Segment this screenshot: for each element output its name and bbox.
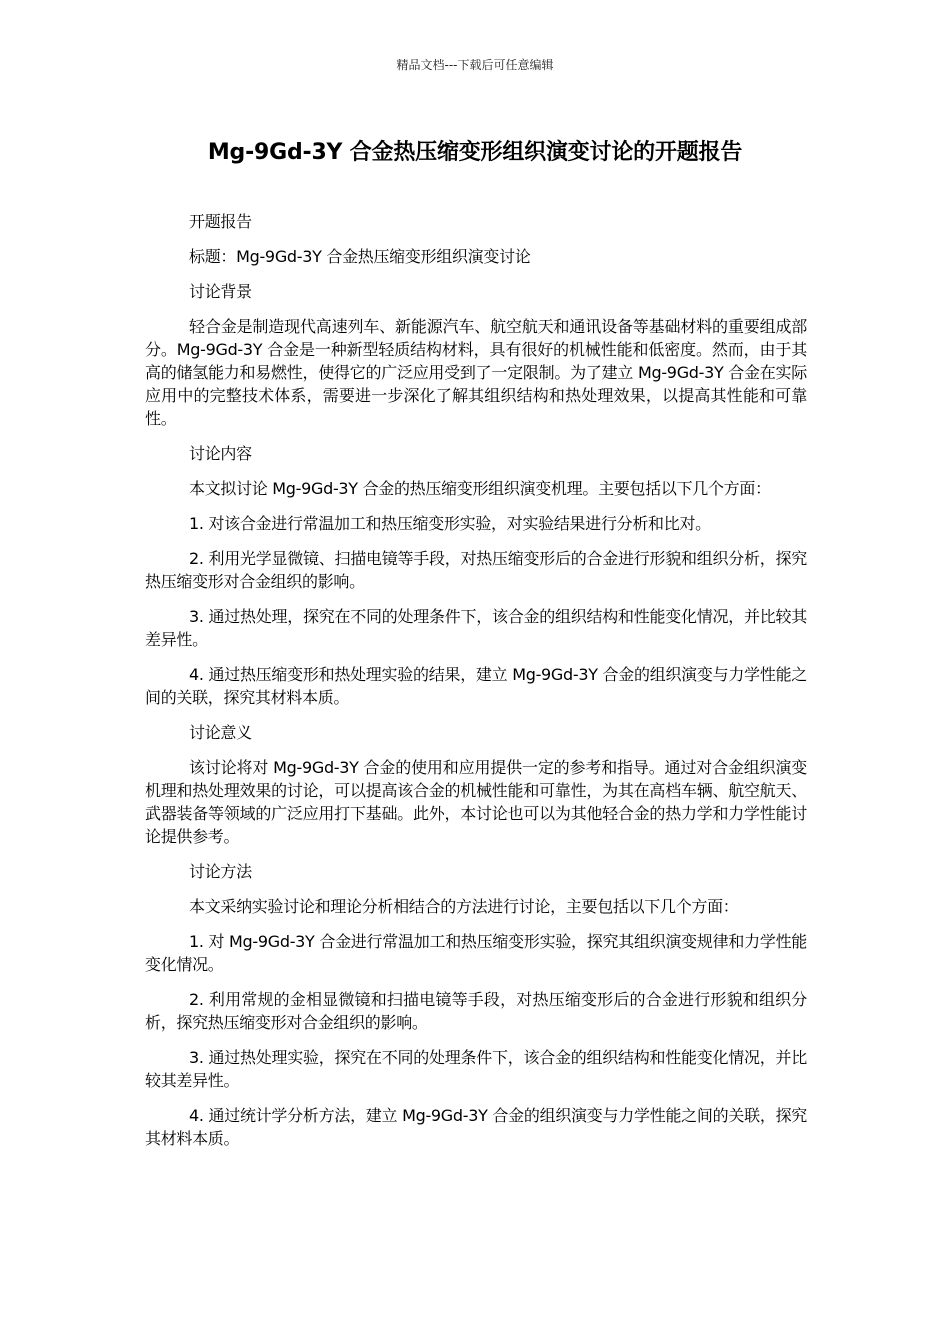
paragraph-proposal-label: 开题报告 xyxy=(189,212,252,231)
method-item-3: 3. 通过热处理实验，探究在不同的处理条件下，该合金的组织结构和性能变化情况，并比较其差异性。 xyxy=(145,1048,807,1090)
document-title: Mg-9Gd-3Y 合金热压缩变形组织演变讨论的开题报告 xyxy=(207,140,743,165)
heading-background: 讨论背景 xyxy=(189,282,252,301)
paragraph-content-intro: 本文拟讨论 Mg-9Gd-3Y 合金的热压缩变形组织演变机理。主要包括以下几个方面： xyxy=(189,479,771,498)
content-item-3: 3. 通过热处理，探究在不同的处理条件下，该合金的组织结构和性能变化情况，并比较其差异性。 xyxy=(145,607,807,649)
heading-significance: 讨论意义 xyxy=(189,723,252,742)
method-item-4: 4. 通过统计学分析方法，建立 Mg-9Gd-3Y 合金的组织演变与力学性能之间的关联，探究其材料本质。 xyxy=(145,1106,807,1148)
paragraph-background: 轻合金是制造现代高速列车、新能源汽车、航空航天和通讯设备等基础材料的重要组成部分。Mg-9Gd-3Y 合金是一种新型轻质结构材料，具有很好的机械性能和低密度。然而，由于其高的储氢能力和易燃性，使得它的广泛应用受到了一定限制。为了建立 Mg-9Gd-3Y 合金在实际应用中的完整技术体系，需要进一步深化了解其组织结构和热处理效果，以提高其性能和可靠性。 xyxy=(145,317,807,428)
content-item-2: 2. 利用光学显微镜、扫描电镜等手段，对热压缩变形后的合金进行形貌和组织分析，探究热压缩变形对合金组织的影响。 xyxy=(145,549,807,591)
content-item-1: 1. 对该合金进行常温加工和热压缩变形实验，对实验结果进行分析和比对。 xyxy=(189,514,711,533)
page-header-note: 精品文档---下载后可任意编辑 xyxy=(396,58,554,72)
paragraph-topic: 标题：Mg-9Gd-3Y 合金热压缩变形组织演变讨论 xyxy=(189,247,531,266)
paragraph-significance: 该讨论将对 Mg-9Gd-3Y 合金的使用和应用提供一定的参考和指导。通过对合金组织演变机理和热处理效果的讨论，可以提高该合金的机械性能和可靠性，为其在高档车辆、航空航天、武器装备等领域的广泛应用打下基础。此外，本讨论也可以为其他轻合金的热力学和力学性能讨论提供参考。 xyxy=(145,758,807,846)
heading-content: 讨论内容 xyxy=(189,444,252,463)
paragraph-method-intro: 本文采纳实验讨论和理论分析相结合的方法进行讨论，主要包括以下几个方面： xyxy=(189,897,739,916)
document-body xyxy=(145,210,807,1162)
method-item-2: 2. 利用常规的金相显微镜和扫描电镜等手段，对热压缩变形后的合金进行形貌和组织分析，探究热压缩变形对合金组织的影响。 xyxy=(145,990,807,1032)
method-item-1: 1. 对 Mg-9Gd-3Y 合金进行常温加工和热压缩变形实验，探究其组织演变规律和力学性能变化情况。 xyxy=(145,932,807,974)
content-item-4: 4. 通过热压缩变形和热处理实验的结果，建立 Mg-9Gd-3Y 合金的组织演变与力学性能之间的关联，探究其材料本质。 xyxy=(145,665,807,707)
heading-method: 讨论方法 xyxy=(189,862,252,881)
